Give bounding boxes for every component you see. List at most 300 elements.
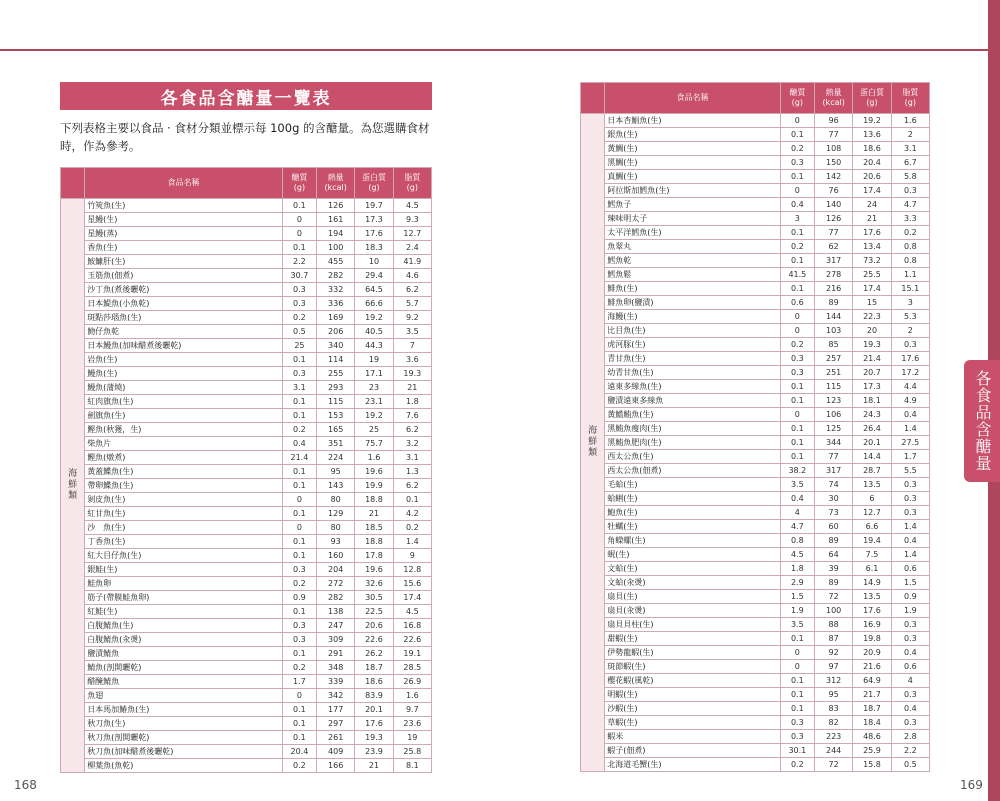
fat-cell: 0.6 <box>891 562 929 576</box>
kcal-cell: 114 <box>317 353 355 367</box>
sugar-cell: 0.1 <box>282 647 316 661</box>
protein-cell: 18.8 <box>355 535 393 549</box>
sugar-cell: 0.1 <box>282 409 316 423</box>
sugar-cell: 3.1 <box>282 381 316 395</box>
kcal-cell: 140 <box>814 198 852 212</box>
table-row <box>581 520 930 534</box>
sugar-cell: 0.1 <box>780 170 814 184</box>
sugar-cell: 0.1 <box>282 241 316 255</box>
sugar-cell: 0.1 <box>780 632 814 646</box>
sugar-cell: 0.3 <box>780 352 814 366</box>
fat-cell: 0.8 <box>891 240 929 254</box>
sugar-cell: 0.2 <box>780 240 814 254</box>
table-row <box>61 241 432 255</box>
sugar-cell: 0 <box>780 310 814 324</box>
food-name-cell: 幼青甘魚(生) <box>605 366 781 380</box>
fat-cell: 2 <box>891 324 929 338</box>
food-name-cell: 鮑魚(生) <box>605 506 781 520</box>
fat-cell: 17.4 <box>393 591 431 605</box>
protein-cell: 13.4 <box>853 240 891 254</box>
protein-cell: 19.3 <box>355 731 393 745</box>
food-name-cell: 蝦子(佃煮) <box>605 744 781 758</box>
kcal-cell: 97 <box>814 660 852 674</box>
fat-cell: 0.4 <box>891 702 929 716</box>
protein-cell: 21.7 <box>853 688 891 702</box>
table-row <box>61 227 432 241</box>
fat-cell: 1.3 <box>393 465 431 479</box>
kcal-cell: 126 <box>317 199 355 213</box>
table-header-row <box>61 168 432 199</box>
sugar-cell: 0.2 <box>780 338 814 352</box>
food-name-cell: 紅鮭(生) <box>85 605 283 619</box>
kcal-cell: 278 <box>814 268 852 282</box>
table-row <box>581 380 930 394</box>
kcal-cell: 72 <box>814 590 852 604</box>
protein-cell: 13.5 <box>853 590 891 604</box>
protein-cell: 44.3 <box>355 339 393 353</box>
fat-cell: 0.5 <box>891 758 929 772</box>
food-name-cell: 香魚(生) <box>85 241 283 255</box>
protein-cell: 21.6 <box>853 660 891 674</box>
kcal-cell: 332 <box>317 283 355 297</box>
food-name-cell: 玉筋魚(佃煮) <box>85 269 283 283</box>
fat-cell: 16.8 <box>393 619 431 633</box>
kcal-cell: 272 <box>317 577 355 591</box>
kcal-cell: 115 <box>814 380 852 394</box>
protein-cell: 26.4 <box>853 422 891 436</box>
sugar-cell: 0.1 <box>780 450 814 464</box>
kcal-cell: 216 <box>814 282 852 296</box>
sugar-cell: 4.7 <box>780 520 814 534</box>
table-row <box>581 506 930 520</box>
protein-cell: 17.3 <box>853 380 891 394</box>
food-name-cell: 丁香魚(生) <box>85 535 283 549</box>
fat-cell: 15.6 <box>393 577 431 591</box>
food-name-cell: 沙丁魚(煮後曬乾) <box>85 283 283 297</box>
kcal-cell: 255 <box>317 367 355 381</box>
kcal-cell: 339 <box>317 675 355 689</box>
table-row <box>581 240 930 254</box>
fat-cell: 0.3 <box>891 478 929 492</box>
fat-cell: 41.9 <box>393 255 431 269</box>
sugar-cell: 0.2 <box>282 661 316 675</box>
protein-cell: 20.7 <box>853 366 891 380</box>
kcal-cell: 150 <box>814 156 852 170</box>
protein-cell: 18.8 <box>355 493 393 507</box>
protein-cell: 28.7 <box>853 464 891 478</box>
sugar-cell: 0 <box>780 114 814 128</box>
kcal-cell: 89 <box>814 534 852 548</box>
kcal-cell: 89 <box>814 576 852 590</box>
kcal-cell: 39 <box>814 562 852 576</box>
sugar-cell: 1.5 <box>780 590 814 604</box>
sugar-cell: 0 <box>780 184 814 198</box>
fat-cell: 17.2 <box>891 366 929 380</box>
fat-cell: 9.7 <box>393 703 431 717</box>
table-row <box>581 366 930 380</box>
sugar-cell: 0.8 <box>780 534 814 548</box>
protein-cell: 16.9 <box>853 618 891 632</box>
intro-paragraph: 下列表格主要以食品 · 食材分類並標示每 100g 的含醣量。為您選購食材時，作為參考。 <box>60 121 430 153</box>
fat-cell: 8.1 <box>393 759 431 773</box>
sugar-cell: 0 <box>282 213 316 227</box>
sugar-cell: 1.7 <box>282 675 316 689</box>
protein-cell: 20.9 <box>853 646 891 660</box>
food-name-cell: 沙 魚(生) <box>85 521 283 535</box>
table-row <box>581 128 930 142</box>
sugar-cell: 0.1 <box>780 702 814 716</box>
fat-cell: 26.9 <box>393 675 431 689</box>
sugar-cell: 41.5 <box>780 268 814 282</box>
kcal-cell: 106 <box>814 408 852 422</box>
protein-cell: 18.3 <box>355 241 393 255</box>
header-sugar-unit: (g) <box>293 183 306 192</box>
table-row <box>581 296 930 310</box>
fat-cell: 0.3 <box>891 618 929 632</box>
table-row <box>61 423 432 437</box>
food-name-cell: 黑鯛(生) <box>605 156 781 170</box>
fat-cell: 1.5 <box>891 576 929 590</box>
table-row <box>61 745 432 759</box>
table-row <box>581 618 930 632</box>
table-row <box>61 703 432 717</box>
kcal-cell: 247 <box>317 619 355 633</box>
fat-cell: 12.8 <box>393 563 431 577</box>
table-row <box>581 422 930 436</box>
protein-cell: 73.2 <box>853 254 891 268</box>
protein-cell: 20.1 <box>853 436 891 450</box>
kcal-cell: 125 <box>814 422 852 436</box>
table-row <box>61 661 432 675</box>
sugar-cell: 0.1 <box>780 282 814 296</box>
sugar-cell: 0.3 <box>282 367 316 381</box>
fat-cell: 22.6 <box>393 633 431 647</box>
protein-cell: 17.6 <box>355 227 393 241</box>
fat-cell: 0.3 <box>891 492 929 506</box>
fat-cell: 0.3 <box>891 184 929 198</box>
protein-cell: 13.6 <box>853 128 891 142</box>
table-row <box>61 283 432 297</box>
fat-cell: 1.8 <box>393 395 431 409</box>
header-corner <box>61 168 85 199</box>
fat-cell: 1.4 <box>393 535 431 549</box>
protein-cell: 29.4 <box>355 269 393 283</box>
food-name-cell: 角蠑螺(生) <box>605 534 781 548</box>
sugar-cell: 30.1 <box>780 744 814 758</box>
fat-cell: 1.4 <box>891 548 929 562</box>
food-name-cell: 黃蓋鰈魚(生) <box>85 465 283 479</box>
table-row <box>581 310 930 324</box>
sugar-cell: 0.5 <box>282 325 316 339</box>
sugar-cell: 0.4 <box>780 198 814 212</box>
protein-cell: 20.4 <box>853 156 891 170</box>
fat-cell: 5.8 <box>891 170 929 184</box>
kcal-cell: 223 <box>814 730 852 744</box>
protein-cell: 17.3 <box>355 213 393 227</box>
protein-cell: 7.5 <box>853 548 891 562</box>
food-name-cell: 星鰻(蒸) <box>85 227 283 241</box>
protein-cell: 19.2 <box>355 311 393 325</box>
sugar-cell: 0 <box>780 324 814 338</box>
table-row <box>61 199 432 213</box>
sugar-cell: 0.3 <box>282 619 316 633</box>
header-fat-unit: (g) <box>904 98 916 107</box>
sugar-cell: 0.1 <box>282 465 316 479</box>
kcal-cell: 142 <box>814 170 852 184</box>
table-row <box>61 717 432 731</box>
kcal-cell: 297 <box>317 717 355 731</box>
protein-cell: 66.6 <box>355 297 393 311</box>
food-name-cell: 草蝦(生) <box>605 716 781 730</box>
food-name-cell: 鱈魚乾 <box>605 254 781 268</box>
sugar-cell: 21.4 <box>282 451 316 465</box>
fat-cell: 7 <box>393 339 431 353</box>
fat-cell: 19.1 <box>393 647 431 661</box>
food-name-cell: 紅肉旗魚(生) <box>85 395 283 409</box>
protein-cell: 75.7 <box>355 437 393 451</box>
sugar-cell: 0.1 <box>780 128 814 142</box>
table-row <box>61 311 432 325</box>
table-row <box>581 450 930 464</box>
kcal-cell: 95 <box>814 688 852 702</box>
food-name-cell: 鯡魚卵(鹽漬) <box>605 296 781 310</box>
food-name-cell: 明蝦(生) <box>605 688 781 702</box>
sugar-cell: 0.1 <box>282 395 316 409</box>
kcal-cell: 224 <box>317 451 355 465</box>
table-row <box>61 507 432 521</box>
food-name-cell: 鰻魚(蒲燒) <box>85 381 283 395</box>
protein-cell: 64.9 <box>853 674 891 688</box>
header-kcal-unit: (kcal) <box>324 183 347 192</box>
protein-cell: 15.8 <box>853 758 891 772</box>
food-name-cell: 青甘魚(生) <box>605 352 781 366</box>
kcal-cell: 129 <box>317 507 355 521</box>
table-row <box>61 759 432 773</box>
protein-cell: 32.6 <box>355 577 393 591</box>
food-name-cell: 日本鰻魚(加味醋煮後曬乾) <box>85 339 283 353</box>
kcal-cell: 177 <box>317 703 355 717</box>
kcal-cell: 194 <box>317 227 355 241</box>
protein-cell: 19 <box>355 353 393 367</box>
table-row <box>581 142 930 156</box>
protein-cell: 19.2 <box>853 114 891 128</box>
table-row <box>581 744 930 758</box>
fat-cell: 0.3 <box>891 338 929 352</box>
sugar-cell: 3.5 <box>780 618 814 632</box>
food-name-cell: 魩仔魚乾 <box>85 325 283 339</box>
sugar-cell: 0.2 <box>780 142 814 156</box>
fat-cell: 9 <box>393 549 431 563</box>
header-protein-label: 蛋白質 <box>859 88 884 97</box>
fat-cell: 0.4 <box>891 408 929 422</box>
sugar-cell: 0.4 <box>780 492 814 506</box>
protein-cell: 14.9 <box>853 576 891 590</box>
kcal-cell: 312 <box>814 674 852 688</box>
table-row <box>61 395 432 409</box>
food-name-cell: 日本杏鯧魚(生) <box>605 114 781 128</box>
food-name-cell: 黑鮪魚瘦肉(生) <box>605 422 781 436</box>
food-name-cell: 鮟鱇肝(生) <box>85 255 283 269</box>
sugar-cell: 0.2 <box>780 758 814 772</box>
sugar-cell: 0.6 <box>780 296 814 310</box>
food-name-cell: 蛤蜊(生) <box>605 492 781 506</box>
fat-cell: 3.3 <box>891 212 929 226</box>
kcal-cell: 169 <box>317 311 355 325</box>
food-name-cell: 伊勢龍蝦(生) <box>605 646 781 660</box>
food-name-cell: 太平洋鱈魚(生) <box>605 226 781 240</box>
header-sugar-label: 醣質 <box>789 88 806 97</box>
food-name-cell: 鱈魚鬆 <box>605 268 781 282</box>
protein-cell: 17.6 <box>853 604 891 618</box>
food-name-cell: 真鯛(生) <box>605 170 781 184</box>
sugar-cell: 0 <box>780 660 814 674</box>
kcal-cell: 309 <box>317 633 355 647</box>
protein-cell: 23.9 <box>355 745 393 759</box>
sugar-cell: 0 <box>780 408 814 422</box>
table-row <box>581 184 930 198</box>
food-name-cell: 銀魚(生) <box>605 128 781 142</box>
sugar-cell: 0.9 <box>282 591 316 605</box>
table-row <box>61 577 432 591</box>
sugar-cell: 0.1 <box>780 380 814 394</box>
food-name-cell: 鰹魚(燉煮) <box>85 451 283 465</box>
table-row <box>61 465 432 479</box>
fat-cell: 1.9 <box>891 604 929 618</box>
food-name-cell: 虎河豚(生) <box>605 338 781 352</box>
food-name-cell: 帶卵鰈魚(生) <box>85 479 283 493</box>
fat-cell: 3.5 <box>393 325 431 339</box>
food-name-cell: 鹽漬鯖魚 <box>85 647 283 661</box>
fat-cell: 0.1 <box>393 493 431 507</box>
sugar-cell: 0 <box>282 689 316 703</box>
kcal-cell: 161 <box>317 213 355 227</box>
fat-cell: 7.6 <box>393 409 431 423</box>
sugar-cell: 0.1 <box>282 507 316 521</box>
fat-cell: 28.5 <box>393 661 431 675</box>
fat-cell: 23.6 <box>393 717 431 731</box>
protein-cell: 21.4 <box>853 352 891 366</box>
food-name-cell: 斑點莎瑙魚(生) <box>85 311 283 325</box>
sugar-cell: 1.9 <box>780 604 814 618</box>
food-name-cell: 劍旗魚(生) <box>85 409 283 423</box>
kcal-cell: 30 <box>814 492 852 506</box>
fat-cell: 4.4 <box>891 380 929 394</box>
kcal-cell: 336 <box>317 297 355 311</box>
kcal-cell: 85 <box>814 338 852 352</box>
protein-cell: 17.4 <box>853 282 891 296</box>
food-name-cell: 鰻魚(生) <box>85 367 283 381</box>
table-row <box>581 254 930 268</box>
table-row <box>581 576 930 590</box>
kcal-cell: 77 <box>814 226 852 240</box>
fat-cell: 1.6 <box>393 689 431 703</box>
table-row <box>581 730 930 744</box>
table-row <box>581 212 930 226</box>
table-row <box>581 660 930 674</box>
table-row <box>581 758 930 772</box>
protein-cell: 21 <box>853 212 891 226</box>
fat-cell: 2.2 <box>891 744 929 758</box>
protein-cell: 19.4 <box>853 534 891 548</box>
right-table-body <box>581 114 930 772</box>
fat-cell: 0.4 <box>891 646 929 660</box>
protein-cell: 20.6 <box>355 619 393 633</box>
protein-cell: 83.9 <box>355 689 393 703</box>
protein-cell: 6.1 <box>853 562 891 576</box>
kcal-cell: 64 <box>814 548 852 562</box>
food-name-cell: 鯡魚(生) <box>605 282 781 296</box>
food-name-cell: 海鰻(生) <box>605 310 781 324</box>
food-name-cell: 北海道毛蟹(生) <box>605 758 781 772</box>
table-row <box>581 464 930 478</box>
sugar-cell: 0.3 <box>780 730 814 744</box>
kcal-cell: 143 <box>317 479 355 493</box>
food-name-cell: 黃鰭鮪魚(生) <box>605 408 781 422</box>
kcal-cell: 60 <box>814 520 852 534</box>
header-kcal-unit: (kcal) <box>822 98 845 107</box>
sugar-cell: 20.4 <box>282 745 316 759</box>
fat-cell: 0.4 <box>891 534 929 548</box>
protein-cell: 12.7 <box>853 506 891 520</box>
sugar-cell: 0.2 <box>282 311 316 325</box>
kcal-cell: 138 <box>317 605 355 619</box>
fat-cell: 3.6 <box>393 353 431 367</box>
sugar-cell: 0.3 <box>780 156 814 170</box>
food-name-cell: 扇貝(生) <box>605 590 781 604</box>
table-row <box>61 633 432 647</box>
sugar-cell: 0.1 <box>282 605 316 619</box>
protein-cell: 10 <box>355 255 393 269</box>
kcal-cell: 153 <box>317 409 355 423</box>
fat-cell: 19 <box>393 731 431 745</box>
page-number-left: 168 <box>14 778 37 792</box>
kcal-cell: 100 <box>317 241 355 255</box>
fat-cell: 19.3 <box>393 367 431 381</box>
table-row <box>61 675 432 689</box>
kcal-cell: 160 <box>317 549 355 563</box>
sugar-cell: 0.1 <box>780 688 814 702</box>
protein-cell: 19.6 <box>355 563 393 577</box>
sugar-cell: 0 <box>282 521 316 535</box>
protein-cell: 26.2 <box>355 647 393 661</box>
kcal-cell: 342 <box>317 689 355 703</box>
sugar-cell: 4 <box>780 506 814 520</box>
food-name-cell: 西太公魚(佃煮) <box>605 464 781 478</box>
kcal-cell: 76 <box>814 184 852 198</box>
table-header-row <box>581 83 930 114</box>
chapter-side-tab <box>964 360 1000 482</box>
food-name-cell: 星鰻(生) <box>85 213 283 227</box>
kcal-cell: 293 <box>317 381 355 395</box>
sugar-cell: 0.4 <box>282 437 316 451</box>
protein-cell: 6.6 <box>853 520 891 534</box>
table-row <box>61 521 432 535</box>
food-name-cell: 鱈魚子 <box>605 198 781 212</box>
food-name-cell: 醋醃鯖魚 <box>85 675 283 689</box>
sugar-cell: 0 <box>780 646 814 660</box>
side-tab-label: 各食品含醣量 <box>973 370 992 472</box>
protein-cell: 19.8 <box>853 632 891 646</box>
protein-cell: 17.6 <box>355 717 393 731</box>
table-row <box>581 268 930 282</box>
food-name-cell: 蜆(生) <box>605 548 781 562</box>
fat-cell: 6.7 <box>891 156 929 170</box>
sugar-cell: 0.1 <box>780 254 814 268</box>
table-row <box>581 632 930 646</box>
sugar-cell: 0.1 <box>282 199 316 213</box>
kcal-cell: 115 <box>317 395 355 409</box>
fat-cell: 2.8 <box>891 730 929 744</box>
